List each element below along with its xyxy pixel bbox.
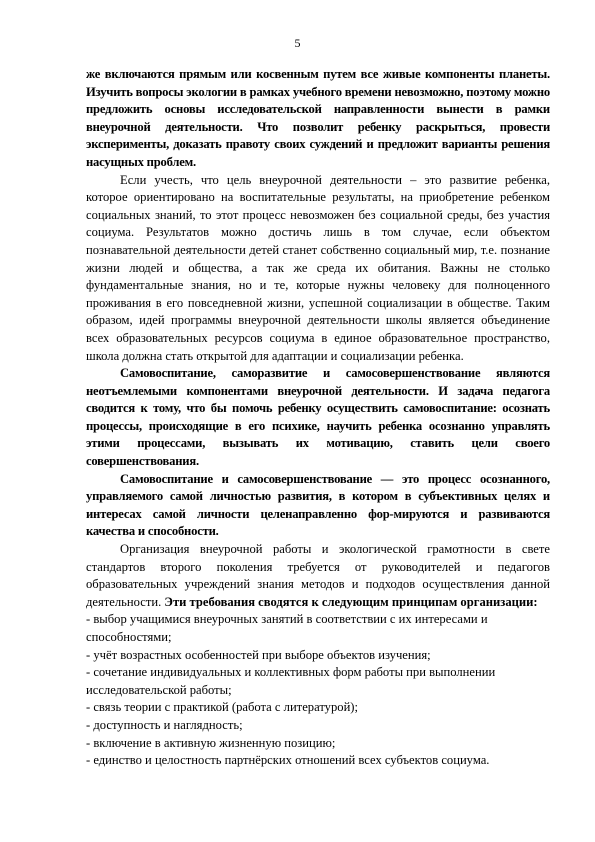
page-number: 5 — [294, 36, 301, 50]
paragraph-ecology: же включаются прямым или косвенным путем все живые компоненты планеты. Изучить вопросы экологии в рамках учебного времени невозможно, поэтому можно предложить основы исследовательской направленности вынести в рамки внеурочной деятельности. Что позволит ребенку раскрыться, провести эксперименты, доказать правоту своих суждений и предложит варианты решения насущных проблем. — [86, 67, 550, 169]
organization-text: Организация внеурочной работы и экологической грамотности в свете стандартов второго поколения требуется от руководителей и педагогов образовательных учреждений знания методов и подходов осуществления данной деятельности. — [86, 542, 550, 609]
paragraph-self-education: Самовоспитание, саморазвитие и самосовершенствование являются неотъемлемыми компонентами внеурочной деятельности. И задача педагога сводится к тому, что бы помочь ребенку осуществить самовоспитание: осознать процессы, происходящие в его психике, научить ребенка осознанно управлять этими процессами, вызывать их мотивацию, ставить цели своего совершенствования. — [86, 366, 550, 469]
paragraph-organization — [86, 541, 550, 611]
paragraph-definition: Самовоспитание и самосовершенствование — это процесс осознанного, управляемого самой личностью развития, в котором в субъективных целях и интересах самой личности целенаправленно фор-мируются и развиваются качества и способности. — [86, 471, 550, 539]
list-item: - выбор учащимися внеурочных занятий в соответствии с их интересами и способностями; — [86, 612, 488, 644]
list-item: - сочетание индивидуальных и коллективных форм работы при выполнении исследовательской работы; — [86, 665, 496, 697]
principles-heading: Эти требования сводятся к следующим принципам организации: — [164, 594, 538, 609]
list-item: - доступность и наглядность; — [86, 717, 243, 732]
list-item: - учёт возрастных особенностей при выборе объектов изучения; — [86, 647, 431, 662]
list-item: - связь теории с практикой (работа с литературой); — [86, 700, 359, 715]
document-body — [86, 66, 550, 770]
list-item: - единство и целостность партнёрских отношений всех субъектов социума. — [86, 753, 490, 768]
principles-list — [86, 611, 550, 769]
paragraph-goal: Если учесть, что цель внеурочной деятельности – это развитие ребенка, которое ориентировано на воспитательные результаты, на приобретение ребенком социальных знаний, то этот процесс невозможен без социальной среды, без участия социума. Результатов можно достичь лишь в том случае, если объектом познавательной деятельности детей станет собственно социальный мир, т.е. познание жизни людей и общества, а так же среда их обитания. Важны не столько фундаментальные знания, но и те, которые нужны человеку для полноценного проживания в его повседневной жизни, успешной социализации в обществе. Таким образом, идей программы внеурочной деятельности школы является объединение всех образовательных ресурсов социума в единое образовательное пространство, школа должна стать открытой для адаптации и социализации ребенка. — [86, 172, 550, 363]
list-item: - включение в активную жизненную позицию; — [86, 735, 336, 750]
